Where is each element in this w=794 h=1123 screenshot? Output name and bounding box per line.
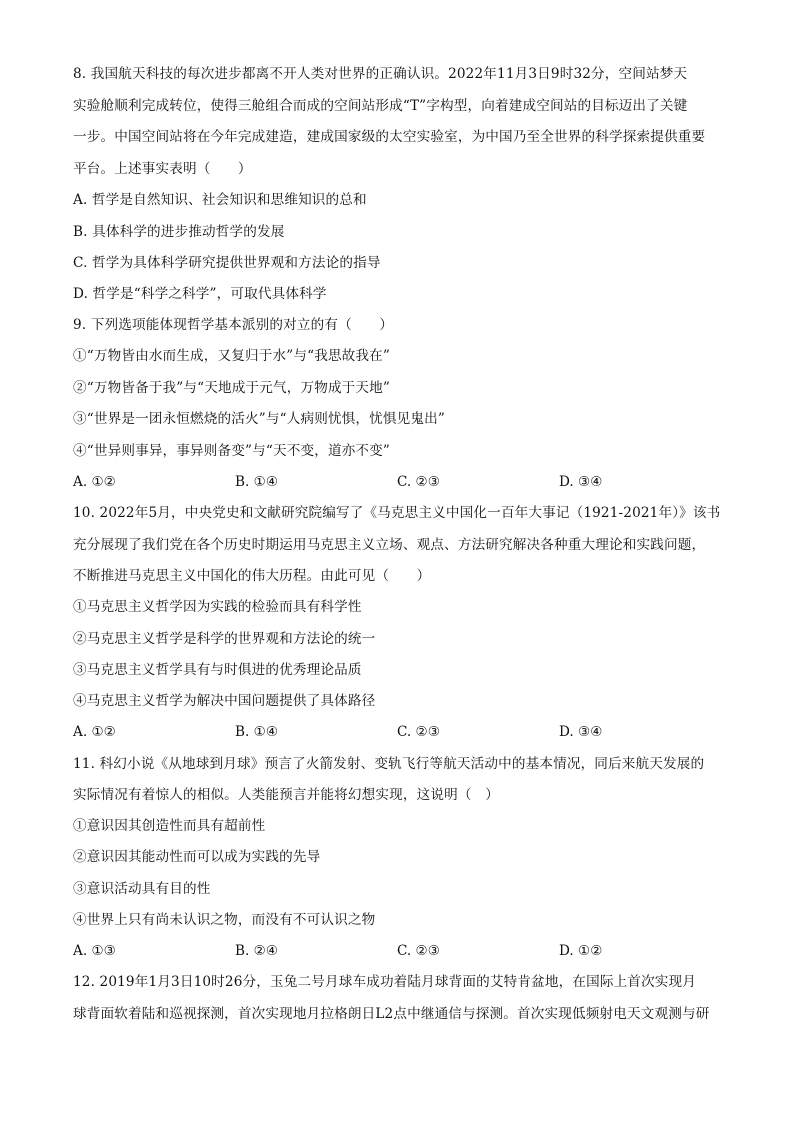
q10-options	[73, 722, 723, 742]
q10-option-c: C. ②③	[397, 724, 440, 740]
q11-option-a: A. ①③	[73, 943, 116, 959]
q12-stem-line-2: 球背面软着陆和巡视探测，首次实现地月拉格朗日L2点中继通信与探测。首次实现低频射电天文观测与研	[73, 1006, 710, 1022]
q10-option-a: A. ①②	[73, 724, 116, 740]
q10-stem-line-3: 不断推进马克思主义中国化的伟大历程。由此可见（ ）	[73, 568, 431, 584]
q11-options	[73, 941, 723, 961]
q8-option-c: C. 哲学为具体科学研究提供世界观和方法论的指导	[73, 255, 381, 271]
q11-stem-line-1: 11. 科幻小说《从地球到月球》预言了火箭发射、变轨飞行等航天活动中的基本情况，同后来航天发展的	[73, 756, 705, 772]
q11-stem-line-2: 实际情况有着惊人的相似。人类能预言并能将幻想实现，这说明（ ）	[73, 787, 500, 803]
q11-item-1: ①意识因其创造性而具有超前性	[73, 818, 266, 834]
q9-stem: 9. 下列选项能体现哲学基本派别的对立的有（ ）	[73, 317, 394, 333]
q11-option-b: B. ②④	[235, 943, 279, 959]
q9-item-1: ①“万物皆由水而生成，又复归于水”与“我思故我在”	[73, 348, 391, 364]
q8-stem-line-1: 8. 我国航天科技的每次进步都离不开人类对世界的正确认识。2022年11月3日9时32分，空间站梦天	[73, 66, 688, 82]
q10-item-4: ④马克思主义哲学为解决中国问题提供了具体路径	[73, 693, 376, 709]
q8-option-d: D. 哲学是“科学之科学”，可取代具体科学	[73, 286, 327, 302]
q11-item-2: ②意识因其能动性而可以成为实践的先导	[73, 849, 321, 865]
q11-option-c: C. ②③	[397, 943, 440, 959]
q10-stem-line-2: 充分展现了我们党在各个历史时期运用马克思主义立场、观点、方法研究解决各种重大理论和实践问题，	[73, 537, 706, 553]
q9-option-a: A. ①②	[73, 474, 116, 490]
q10-option-b: B. ①④	[235, 724, 279, 740]
q8-stem-line-2: 实验舱顺利完成转位，使得三舱组合而成的空间站形成“T”字构型，向着建成空间站的目标迈出了关键	[73, 98, 688, 114]
q10-stem-line-1: 10. 2022年5月，中央党史和文献研究院编写了《马克思主义中国化一百年大事记（1921-2021年）》该书	[73, 505, 721, 521]
q9-options	[73, 472, 723, 492]
q9-item-4: ④“世异则事异，事异则备变”与“天不变，道亦不变”	[73, 443, 391, 459]
q8-stem-line-4: 平台。上述事实表明（ ）	[73, 161, 252, 177]
q8-option-a: A. 哲学是自然知识、社会知识和思维知识的总和	[73, 192, 367, 208]
q9-item-3: ③“世界是一团永恒燃烧的活火”与“人病则忧惧，忧惧见鬼出”	[73, 411, 445, 427]
q9-item-2: ②“万物皆备于我”与“天地成于元气，万物成于天地”	[73, 380, 391, 396]
q12-stem-line-1: 12. 2019年1月3日10时26分，玉兔二号月球车成功着陆月球背面的艾特肯盆地，在国际上首次实现月	[73, 974, 697, 990]
q9-option-b: B. ①④	[235, 474, 279, 490]
q11-option-d: D. ①②	[559, 943, 603, 959]
q10-item-2: ②马克思主义哲学是科学的世界观和方法论的统一	[73, 631, 376, 647]
q11-item-4: ④世界上只有尚未认识之物，而没有不可认识之物	[73, 912, 376, 928]
q10-option-d: D. ③④	[559, 724, 603, 740]
q9-option-c: C. ②③	[397, 474, 440, 490]
q8-stem-line-3: 一步。中国空间站将在今年完成建造，建成国家级的太空实验室，为中国乃至全世界的科学探索提供重要	[73, 129, 706, 145]
q9-option-d: D. ③④	[559, 474, 603, 490]
q11-item-3: ③意识活动具有目的性	[73, 881, 211, 897]
q10-item-1: ①马克思主义哲学因为实践的检验而具有科学性	[73, 599, 362, 615]
q10-item-3: ③马克思主义哲学具有与时俱进的优秀理论品质	[73, 662, 362, 678]
q8-option-b: B. 具体科学的进步推动哲学的发展	[73, 224, 285, 240]
